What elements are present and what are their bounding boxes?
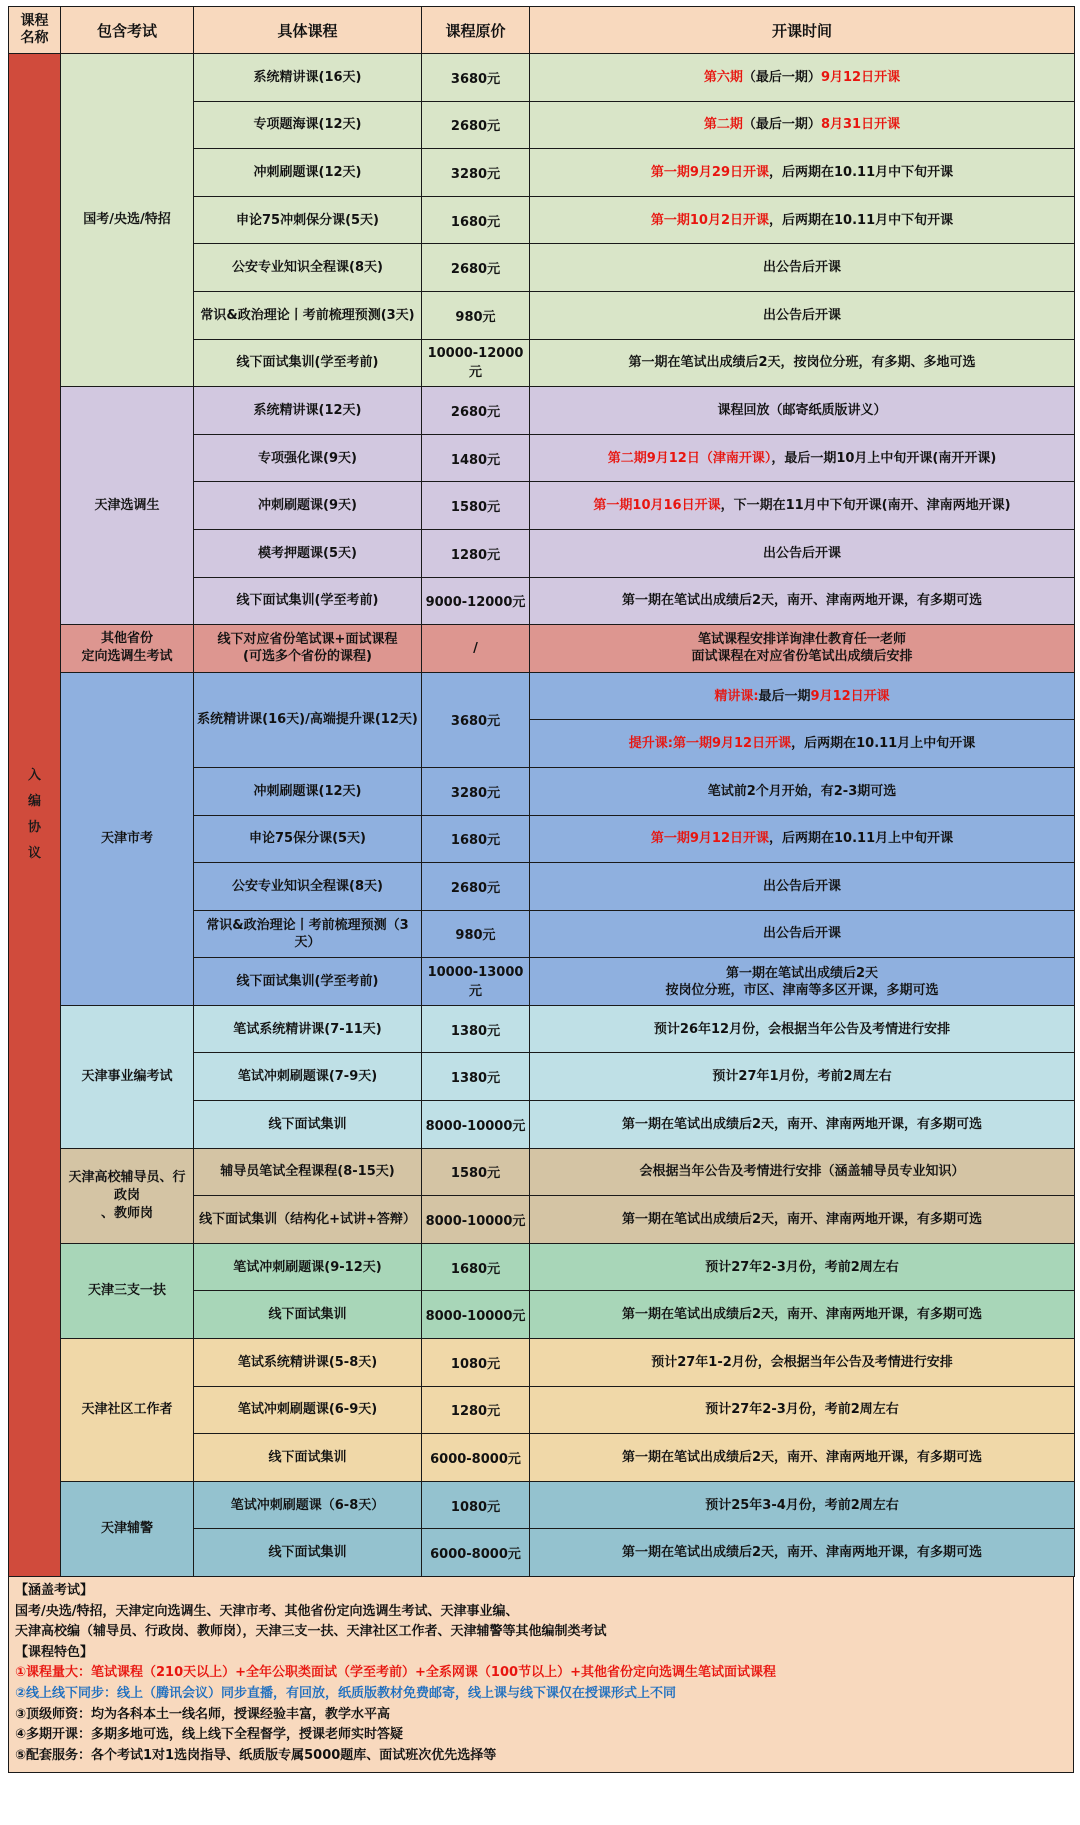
- schedule-cell: [530, 434, 1075, 482]
- course-cell: 线下面试集训(学至考前): [194, 339, 422, 387]
- schedule-text: ，最后一期10月上中旬开课(南开开课): [771, 450, 997, 466]
- highlight-text: 第二期: [703, 117, 743, 133]
- feature-2: ②线上线下同步：线上（腾讯会议）同步直播，有回放，纸质版教材免费邮寄，线上课与线下课仅在授课形式上不同: [15, 1685, 677, 1701]
- schedule-text: 出公告后开课: [762, 260, 841, 276]
- course-cell: 线下面试集训: [194, 1101, 422, 1149]
- schedule-cell: [530, 339, 1075, 387]
- price-cell: 1680元: [422, 815, 530, 863]
- schedule-text: ，后两期在10.11月中下旬开课: [769, 212, 954, 228]
- course-cell: 笔试冲刺刷题课(6-9天): [194, 1386, 422, 1434]
- course-cell: 系统精讲课(16天)/高端提升课(12天): [194, 672, 422, 767]
- table-row: [9, 1339, 1075, 1387]
- schedule-cell: [530, 1481, 1075, 1529]
- schedule-text: 预计27年2-3月份，考前2周左右: [705, 1402, 899, 1418]
- course-cell: 线下面试集训: [194, 1291, 422, 1339]
- exam-cell: 天津选调生: [61, 387, 194, 625]
- highlight-text: 第一期10月2日开课: [650, 212, 769, 228]
- price-cell: 8000-10000元: [422, 1101, 530, 1149]
- highlight-text: 9月12日开课: [810, 688, 890, 704]
- price-cell: 1080元: [422, 1481, 530, 1529]
- table-row: [9, 625, 1075, 673]
- schedule-cell: [530, 387, 1075, 435]
- schedule-cell: [530, 767, 1075, 815]
- features-title: 【课程特色】: [15, 1644, 94, 1660]
- course-cell: 模考押题课(5天): [194, 529, 422, 577]
- schedule-cell: [530, 482, 1075, 530]
- schedule-text: 第一期在笔试出成绩后2天，南开、津南两地开课，有多期可选: [621, 1116, 983, 1132]
- header-name-col: 课程名称: [9, 7, 61, 54]
- price-cell: 1280元: [422, 529, 530, 577]
- schedule-text: 第一期在笔试出成绩后2天，南开、津南两地开课，有多期可选: [621, 1307, 983, 1323]
- schedule-text: 预计27年2-3月份，考前2周左右: [705, 1259, 899, 1275]
- feature-5: ⑤配套服务：各个考试1对1选岗指导、纸质版专属5000题库、面试班次优先选择等: [15, 1747, 497, 1763]
- price-cell: 10000-13000元: [422, 958, 530, 1006]
- price-cell: 1680元: [422, 196, 530, 244]
- price-cell: 1380元: [422, 1053, 530, 1101]
- exam-cell: 天津事业编考试: [61, 1005, 194, 1148]
- schedule-text: 预计27年1-2月份，会根据当年公告及考情进行安排: [651, 1354, 953, 1370]
- header-course: 具体课程: [194, 7, 422, 54]
- course-table: [8, 6, 1075, 1577]
- schedule-cell: [530, 720, 1075, 768]
- schedule-text: 笔试前2个月开始，有2-3期可选: [707, 783, 897, 799]
- table-body: [9, 54, 1075, 1577]
- course-cell: 公安专业知识全程课(8天): [194, 863, 422, 911]
- schedule-cell: [530, 244, 1075, 292]
- schedule-cell: [530, 196, 1075, 244]
- schedule-cell: [530, 863, 1075, 911]
- schedule-text: 出公告后开课: [762, 926, 841, 942]
- course-cell: 系统精讲课(12天): [194, 387, 422, 435]
- price-cell: 8000-10000元: [422, 1196, 530, 1244]
- schedule-text: ，下一期在11月中下旬开课(南开、津南两地开课): [720, 498, 1011, 514]
- exam-cell: 天津市考: [61, 672, 194, 1005]
- highlight-text: 精讲课:: [714, 688, 759, 704]
- schedule-cell: [530, 1386, 1075, 1434]
- schedule-cell: [530, 54, 1075, 102]
- price-cell: 2680元: [422, 387, 530, 435]
- price-cell: 10000-12000元: [422, 339, 530, 387]
- table-row: [9, 1243, 1075, 1291]
- schedule-cell: [530, 1053, 1075, 1101]
- price-cell: 1580元: [422, 482, 530, 530]
- price-cell: 6000-8000元: [422, 1529, 530, 1577]
- schedule-text: 笔试课程安排详询津仕教育任一老师 面试课程在对应省份笔试出成绩后安排: [691, 632, 913, 665]
- schedule-cell: [530, 1101, 1075, 1149]
- course-cell: 笔试系统精讲课(7-11天): [194, 1005, 422, 1053]
- price-cell: 2680元: [422, 863, 530, 911]
- price-cell: 6000-8000元: [422, 1434, 530, 1482]
- exam-cell: 天津辅警: [61, 1481, 194, 1576]
- schedule-cell: [530, 910, 1075, 958]
- schedule-text: 出公告后开课: [762, 878, 841, 894]
- coverage-title: 【涵盖考试】: [15, 1583, 94, 1598]
- table-row: [9, 1005, 1075, 1053]
- vertical-label-text: 入编协议: [27, 768, 41, 861]
- exam-cell: 天津社区工作者: [61, 1339, 194, 1482]
- price-cell: 2680元: [422, 101, 530, 149]
- schedule-cell: [530, 815, 1075, 863]
- highlight-text: 第二期9月12日（津南开课）: [607, 450, 772, 466]
- schedule-cell: [530, 1339, 1075, 1387]
- course-cell: 申论75保分课(5天): [194, 815, 422, 863]
- schedule-text: ，后两期在10.11月中下旬开课: [769, 164, 954, 180]
- price-cell: 2680元: [422, 244, 530, 292]
- schedule-text: ，后两期在10.11月上中旬开课: [791, 736, 976, 752]
- schedule-text: （最后一期）: [742, 117, 821, 133]
- highlight-text: 提升课:第一期9月12日开课: [628, 736, 792, 752]
- highlight-text: 8月31日开课: [820, 117, 901, 133]
- course-cell: 笔试冲刺刷题课(9-12天): [194, 1243, 422, 1291]
- schedule-cell: [530, 958, 1075, 1006]
- course-cell: 系统精讲课(16天): [194, 54, 422, 102]
- vertical-label: [9, 54, 61, 1577]
- course-cell: 冲刺刷题课(12天): [194, 149, 422, 197]
- schedule-cell: [530, 1434, 1075, 1482]
- highlight-text: 第六期: [703, 69, 743, 85]
- schedule-text: 第一期在笔试出成绩后2天，南开、津南两地开课，有多期可选: [621, 1212, 983, 1228]
- table-row: [9, 1481, 1075, 1529]
- schedule-text: 出公告后开课: [762, 545, 841, 561]
- schedule-cell: [530, 577, 1075, 625]
- table-row: [9, 672, 1075, 720]
- header-price: 课程原价: [422, 7, 530, 54]
- schedule-text: 最后一期: [758, 688, 811, 704]
- schedule-text: 预计27年1月份，考前2周左右: [712, 1069, 892, 1085]
- course-cell: 专项题海课(12天): [194, 101, 422, 149]
- schedule-text: 预计26年12月份，会根据当年公告及考情进行安排: [653, 1021, 951, 1037]
- schedule-cell: [530, 529, 1075, 577]
- schedule-text: ，后两期在10.11月上中旬开课: [769, 831, 954, 847]
- page: [8, 6, 1075, 1773]
- course-cell: 线下面试集训（结构化+试讲+答辩）: [194, 1196, 422, 1244]
- price-cell: 1480元: [422, 434, 530, 482]
- price-cell: /: [422, 625, 530, 673]
- exam-cell: 国考/央选/特招: [61, 54, 194, 387]
- schedule-cell: [530, 1529, 1075, 1577]
- highlight-text: 9月12日开课: [820, 69, 901, 85]
- schedule-text: 课程回放（邮寄纸质版讲义）: [717, 402, 887, 418]
- course-cell: 线下面试集训: [194, 1434, 422, 1482]
- course-cell: 笔试系统精讲课(5-8天): [194, 1339, 422, 1387]
- schedule-text: 第一期在笔试出成绩后2天，南开、津南两地开课，有多期可选: [621, 1545, 983, 1561]
- price-cell: 1280元: [422, 1386, 530, 1434]
- schedule-cell: [530, 672, 1075, 720]
- feature-3: ③顶级师资：均为各科本土一线名师，授课经验丰富，教学水平高: [15, 1706, 391, 1722]
- price-cell: 1380元: [422, 1005, 530, 1053]
- schedule-text: 第一期在笔试出成绩后2天，按岗位分班，有多期、多地可选: [628, 355, 976, 371]
- schedule-cell: [530, 291, 1075, 339]
- table-row: [9, 1148, 1075, 1196]
- price-cell: 3680元: [422, 54, 530, 102]
- schedule-text: 预计25年3-4月份，考前2周左右: [705, 1497, 899, 1513]
- course-cell: 辅导员笔试全程课程(8-15天): [194, 1148, 422, 1196]
- schedule-cell: [530, 1291, 1075, 1339]
- schedule-cell: [530, 1243, 1075, 1291]
- header-schedule: 开课时间: [530, 7, 1075, 54]
- schedule-cell: [530, 149, 1075, 197]
- schedule-text: 第一期在笔试出成绩后2天，南开、津南两地开课，有多期可选: [621, 593, 983, 609]
- coverage-line-2: 天津高校编（辅导员、行政岗、教师岗），天津三支一扶、天津社区工作者、天津辅警等其他编制类考试: [15, 1624, 607, 1640]
- schedule-cell: [530, 1005, 1075, 1053]
- schedule-text: 第一期在笔试出成绩后2天，南开、津南两地开课，有多期可选: [621, 1450, 983, 1466]
- header-exam: 包含考试: [61, 7, 194, 54]
- course-cell: 冲刺刷题课(12天): [194, 767, 422, 815]
- schedule-cell: [530, 101, 1075, 149]
- schedule-cell: [530, 1196, 1075, 1244]
- schedule-cell: [530, 1148, 1075, 1196]
- course-cell: 常识&政治理论丨考前梳理预测（3天）: [194, 910, 422, 958]
- highlight-text: 第一期10月16日开课: [593, 498, 721, 514]
- schedule-text: 出公告后开课: [762, 307, 841, 323]
- price-cell: 1680元: [422, 1243, 530, 1291]
- feature-1: ①课程量大：笔试课程（210天以上）+全年公职类面试（学至考前）+全系网课（100节以上）+其他省份定向选调生笔试面试课程: [15, 1665, 776, 1681]
- price-cell: 8000-10000元: [422, 1291, 530, 1339]
- schedule-text: 会根据当年公告及考情进行安排（涵盖辅导员专业知识）: [639, 1164, 965, 1180]
- price-cell: 9000-12000元: [422, 577, 530, 625]
- table-row: [9, 54, 1075, 102]
- schedule-text: 第一期在笔试出成绩后2天 按岗位分班，市区、津南等多区开课，多期可选: [665, 965, 939, 998]
- feature-4: ④多期开课：多期多地可选，线上线下全程督学，授课老师实时答疑: [15, 1727, 404, 1743]
- price-cell: 980元: [422, 910, 530, 958]
- highlight-text: 第一期9月29日开课: [650, 164, 769, 180]
- schedule-text: （最后一期）: [742, 69, 821, 85]
- price-cell: 3280元: [422, 149, 530, 197]
- price-cell: 980元: [422, 291, 530, 339]
- highlight-text: 第一期9月12日开课: [650, 831, 769, 847]
- course-cell: 笔试冲刺刷题课（6-8天）: [194, 1481, 422, 1529]
- course-cell: 线下面试集训(学至考前): [194, 577, 422, 625]
- exam-cell: 其他省份 定向选调生考试: [61, 625, 194, 673]
- table-row: [9, 387, 1075, 435]
- course-cell: 常识&政治理论丨考前梳理预测(3天): [194, 291, 422, 339]
- course-cell: 专项强化课(9天): [194, 434, 422, 482]
- course-cell: 笔试冲刺刷题课(7-9天): [194, 1053, 422, 1101]
- exam-cell: 天津高校辅导员、行政岗 、教师岗: [61, 1148, 194, 1243]
- course-cell: 公安专业知识全程课(8天): [194, 244, 422, 292]
- course-cell: 冲刺刷题课(9天): [194, 482, 422, 530]
- price-cell: 1080元: [422, 1339, 530, 1387]
- notes-section: [8, 1577, 1074, 1773]
- schedule-cell: [530, 625, 1075, 673]
- course-cell: 线下对应省份笔试课+面试课程 (可选多个省份的课程): [194, 625, 422, 673]
- exam-cell: 天津三支一扶: [61, 1243, 194, 1338]
- coverage-line-1: 国考/央选/特招，天津定向选调生、天津市考、其他省份定向选调生考试、天津事业编、: [15, 1603, 519, 1619]
- price-cell: 1580元: [422, 1148, 530, 1196]
- price-cell: 3280元: [422, 767, 530, 815]
- course-cell: 线下面试集训: [194, 1529, 422, 1577]
- price-cell: 3680元: [422, 672, 530, 767]
- course-cell: 线下面试集训(学至考前): [194, 958, 422, 1006]
- course-cell: 申论75冲刺保分课(5天): [194, 196, 422, 244]
